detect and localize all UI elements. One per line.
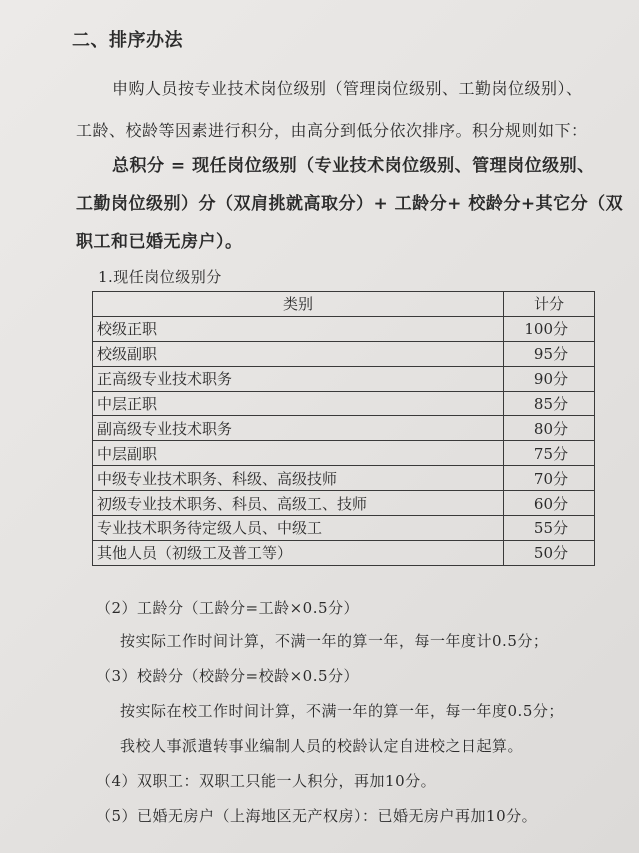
score-cell: 100分 [504,316,595,341]
score-cell: 85分 [504,391,595,416]
formula-line-3: 职工和已婚无房户）。 [76,232,243,252]
seniority-rule-title: （2）工龄分（工龄分=工龄×0.5分） [96,599,360,617]
married-no-house-rule: （5）已婚无房户（上海地区无产权房）：已婚无房户再加10分。 [96,807,538,825]
intro-line-2: 工龄、校龄等因素进行积分，由高分到低分依次排序。积分规则如下： [76,121,588,140]
seniority-rule-desc: 按实际工作时间计算，不满一年的算一年，每一年度计0.5分； [120,632,549,650]
table-row [93,441,595,466]
score-cell: 50分 [504,540,595,565]
table-row [93,391,595,416]
table-row [93,416,595,441]
score-header: 计分 [504,292,595,317]
intro-line-1: 申购人员按专业技术岗位级别（管理岗位级别、工勤岗位级别）、 [112,79,583,98]
score-cell: 90分 [504,366,595,391]
section-heading: 二、排序办法 [72,30,183,51]
score-cell: 60分 [504,491,595,516]
category-cell: 校级副职 [93,341,504,366]
formula-line-1: 总积分 = 现任岗位级别（专业技术岗位级别、管理岗位级别、 [112,156,595,176]
category-cell: 中级专业技术职务、科级、高级技师 [93,466,504,491]
category-header: 类别 [93,292,504,317]
campus-rule-note: 我校人事派遣转事业编制人员的校龄认定自进校之日起算。 [120,737,524,755]
formula-line-2: 工勤岗位级别）分（双肩挑就高取分）+ 工龄分+ 校龄分+其它分（双 [76,194,624,214]
dual-employee-rule: （4）双职工：双职工只能一人积分，再加10分。 [96,772,437,790]
subsection-title: 1.现任岗位级别分 [98,268,222,286]
campus-rule-desc: 按实际在校工作时间计算，不满一年的算一年，每一年度0.5分； [120,702,564,720]
category-cell: 中层正职 [93,391,504,416]
table-row [93,341,595,366]
table-row [93,516,595,541]
category-cell: 初级专业技术职务、科员、高级工、技师 [93,491,504,516]
campus-rule-title: （3）校龄分（校龄分=校龄×0.5分） [96,667,360,685]
category-cell: 校级正职 [93,316,504,341]
table-row [93,491,595,516]
table-row [93,466,595,491]
table-row [93,316,595,341]
score-cell: 95分 [504,341,595,366]
category-cell: 其他人员（初级工及普工等） [93,540,504,565]
category-cell: 中层副职 [93,441,504,466]
score-cell: 80分 [504,416,595,441]
table-row [93,366,595,391]
score-cell: 55分 [504,516,595,541]
score-cell: 70分 [504,466,595,491]
score-table [92,291,595,566]
table-header-row [93,292,595,317]
score-cell: 75分 [504,441,595,466]
table-row [93,540,595,565]
category-cell: 副高级专业技术职务 [93,416,504,441]
category-cell: 正高级专业技术职务 [93,366,504,391]
category-cell: 专业技术职务待定级人员、中级工 [93,516,504,541]
